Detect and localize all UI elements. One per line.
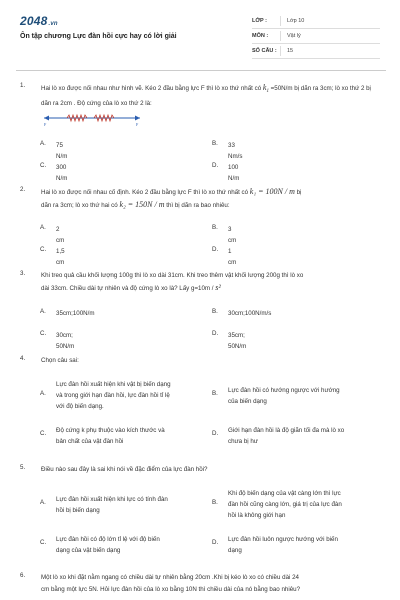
meta-row-class [252, 14, 380, 29]
header-divider [16, 70, 386, 71]
question-text: Một lò xo khi đặt nằm ngang có chiều dài tự nhiên bằng 20cm .Khi bị kéo lò xo có chiều dài 24 cm bằng một lực 5N. Hỏi lực đàn hồi của lò xo bằng 10N thì chiều dài của nó bằng bao nhiêu? [41, 574, 301, 593]
meta-value: Vật lý [287, 33, 301, 39]
question-number: 3. [20, 270, 26, 277]
question-text: Hai lò xo được nối nhau như hình vẽ. Kéo 2 đầu bằng lực F thì lò xo thứ nhất có $k_1 =50N/m$ bị dãn ra 3cm; lò xo thứ 2 bị dãn ra 2cm . Độ cứng của lò xo thứ 2 là: [41, 83, 371, 108]
meta-label: MÔN : [252, 33, 269, 39]
question-1: 1. Hai lò xo được nối nhau như hình vẽ. Kéo 2 đầu bằng lực F thì lò xo thứ nhất có $k_1 =50N/m$ bị dãn ra 3cm; lò xo thứ 2 bị dãn ra 2cm . Độ cứng của lò xo thứ 2 là: F F A. 75 N/m B. 33 Nm/s C. 300 N/m D. 100 N/m [20, 82, 371, 182]
question-5: 5. Điều nào sau đây là sai khi nói về đặc điểm của lực đàn hồi? A. Lực đàn hồi xuất hiện khi lực có tính đàn hồi bị biến dạng B. Khi độ biến dạng của vật càng lớn thì lực đàn hồi cũng càng lớn, giá trị của lực đàn hồi là không giới hạn C. Lực đàn hồi có độ lớn tỉ lệ với độ biến dạng của vật biến dạng D. Lực đàn hồi luôn ngược hướng với biến dạng [20, 464, 380, 564]
question-4: 4. Chọn câu sai: A. Lực đàn hồi xuất hiện khi vật bị biến dạng và trong giới hạn đàn hồi, lực đàn hồi tỉ lệ với độ biến dạng. B. Lực đàn hồi có hướng ngược với hướng của biến dạng C. Độ cứng k phụ thuộc vào kích thước và bản chất của vật đàn hồi D. Giới hạn đàn hồi là độ giãn tối đa mà lò xo chưa bị hư [20, 355, 380, 455]
meta-row-count [252, 44, 380, 59]
meta-value: Lớp 10 [287, 18, 305, 24]
meta-label: SỐ CÂU : [252, 48, 277, 54]
question-number: 2. [20, 186, 26, 193]
question-number: 1. [20, 82, 26, 89]
question-text: Điều nào sau đây là sai khi nói về đặc điểm của lực đàn hồi? [41, 466, 208, 473]
force-label-left: F [44, 122, 47, 127]
question-3: 3. Khi treo quả cầu khối lượng 100g thì lò xo dài 31cm. Khi treo thêm vật khối lượng 200g thì lò xo dài 33cm. Chiều dài tự nhiên và độ cứng lò xo là? Lấy g=10m / s² A. 35cm;100N/m B. 30cm;100N/m/s C. 30cm; 50N/m D. 35cm; 50N/m [20, 270, 380, 340]
site-logo[interactable]: 2048.vn [20, 14, 58, 28]
meta-row-subject [252, 29, 380, 44]
question-number: 6. [20, 572, 26, 579]
page-header [0, 0, 400, 64]
force-label-right: F [136, 122, 139, 127]
meta-value: 15 [287, 48, 294, 54]
meta-table [252, 14, 380, 59]
question-number: 4. [20, 355, 26, 362]
question-text: Chọn câu sai: [41, 357, 79, 364]
question-text: Hai lò xo được nối nhau cố định. Kéo 2 đầu bằng lực F thì lò xo thứ nhất có k₁ = 100N / m bị dãn ra 3cm; lò xo thứ hai có k₂ = 150N / m thì bị dãn ra bao nhiêu: [41, 187, 302, 209]
meta-label: LỚP : [252, 18, 267, 24]
question-6 [20, 572, 380, 598]
document-title: Ôn tập chương Lực đàn hồi cực hay có lời giải [20, 33, 177, 40]
question-text: Khi treo quả cầu khối lượng 100g thì lò xo dài 31cm. Khi treo thêm vật khối lượng 200g thì lò xo dài 33cm. Chiều dài tự nhiên và độ cứng lò xo là? Lấy g=10m / s² [41, 272, 304, 292]
spring-figure [42, 112, 142, 128]
question-2: 2. Hai lò xo được nối nhau cố định. Kéo 2 đầu bằng lực F thì lò xo thứ nhất có k₁ = 100N / m bị dãn ra 3cm; lò xo thứ hai có k₂ = 150N / m thì bị dãn ra bao nhiêu: A. 2 cm B. 3 cm C. 1,5 cm D. 1 cm [20, 186, 380, 256]
question-number: 5. [20, 464, 26, 471]
